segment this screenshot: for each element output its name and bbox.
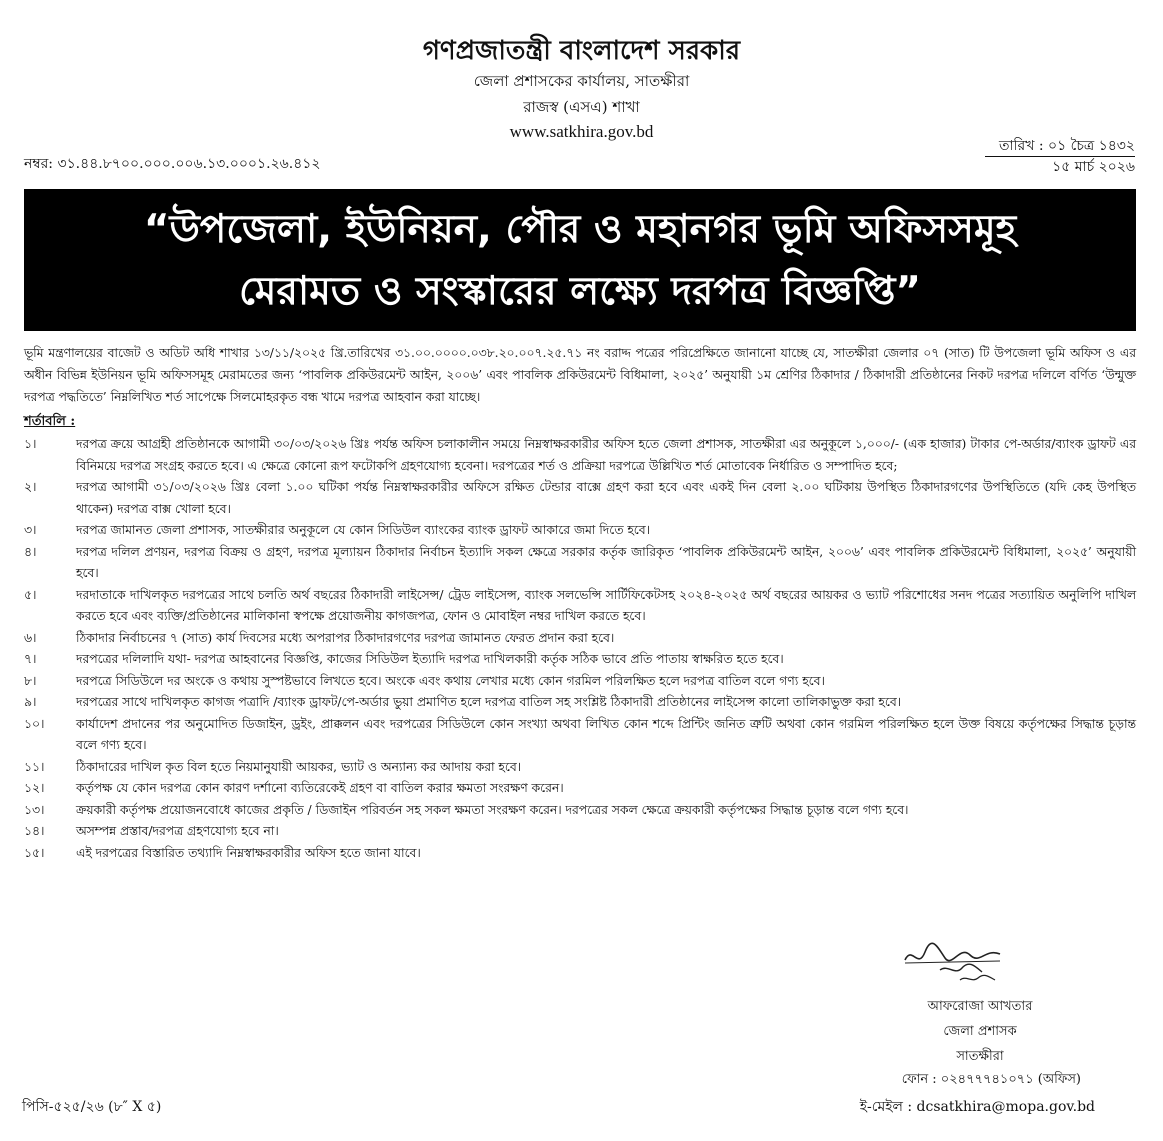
conditions-heading: শর্তাবলি : [24,414,76,429]
condition-item: ৩। দরপত্র জামানত জেলা প্রশাসক, সাতক্ষীরার অনুকূলে যে কোন সিডিউল ব্যাংকের ব্যাংক ড্রাফট আকারে জমা দিতে হবে। [24,523,650,537]
condition-item: ১১। ঠিকাদারের দাখিল কৃত বিল হতে নিয়মানুযায়ী আয়কর, ভ্যাট ও অন্যান্য কর আদায় করা হবে। [24,759,522,774]
intro-paragraph: ভূমি মন্ত্রণালয়ের বাজেট ও অডিট অধি শাখার ১৩/১১/২০২৫ খ্রি.তারিখের ৩১.০০.০০০০.০৩৮.২০.০০৭.২৫.৭১ নং বরাদ্দ পত্রের পরিপ্রেক্ষিতে জানানো যাচ্ছে যে, সাতক্ষীরা জেলার ০৭ (সাত) টি উপজেলা ভূমি অফিস ও এর অধীন বিভিন্ন ইউনিয়ন ভূমি অফিসসমূহ মেরামতের জন্য ‘পাবলিক প্রকিউরমেন্ট আইন, ২০০৬’ এবং পাবলিক প্রকিউরমেন্ট বিধিমালা, ২০২৫’ অনুযায়ী ১ম শ্রেণির ঠিকাদার / ঠিকাদারী প্রতিষ্ঠানের নিকট দরপত্র দলিলে বর্ণিত ‘উন্মুক্ত দরপত্র পদ্ধতিতে’ নিম্নলিখিত শর্ত সাপেক্ষে সিলমোহরকৃত বন্ধ খামে দরপত্র আহবান করা যাচ্ছে। [24,346,1137,404]
banner-line-1: “উপজেলা, ইউনিয়ন, পৌর ও মহানগর ভূমি অফিসসমূহ [143,207,1017,252]
website-link[interactable]: www.satkhira.gov.bd [509,122,654,141]
condition-item: ৯। দরপত্রের সাথে দাখিলকৃত কাগজ পত্রাদি /ব্যাংক ড্রাফট/পে-অর্ডার ভুয়া প্রমাণিত হলে দরপত্র বাতিল সহ সংশ্লিষ্ট ঠিকাদারী প্রতিষ্ঠানের লাইসেন্স কালো তালিকাভুক্ত করা হবে। [24,695,902,709]
condition-item: ১৩। ক্রয়কারী কর্তৃপক্ষ প্রয়োজনবোধে কাজের প্রকৃতি / ডিজাইন পরিবর্তন সহ সকল ক্ষমতা সংরক্ষণ করেন। দরপত্রের সকল ক্ষেত্রে ক্রয়কারী কর্তৃপক্ষের সিদ্ধান্ত চূড়ান্ত বলে গণ্য হবে। [24,802,909,817]
condition-item: ১। দরপত্র ক্রয়ে আগ্রহী প্রতিষ্ঠানকে আগামী ৩০/০৩/২০২৬ খ্রিঃ পর্যন্ত অফিস চলাকালীন সময়ে নিম্নস্বাক্ষরকারীর অফিস হতে জেলা প্রশাসক, সাতক্ষীরা এর অনুকূলে ১,০০০/- (এক হাজার) টাকার পে-অর্ডার/ব্যাংক ড্রাফট এর বিনিময়ে দরপত্র সংগ্রহ করতে হবে। এ ক্ষেত্রে কোনো রূপ ফটোকপি গ্রহণযোগ্য হবেনা। দরপত্রের শর্ত ও প্রক্রিয়া দরপত্রে উল্লিখিত শর্ত মোতাবেক নির্ধারিত ও সম্পাদিত হবে; [24,437,1136,473]
signatory-district: সাতক্ষীরা [956,1049,1004,1064]
condition-item: ৬। ঠিকাদার নির্বাচনের ৭ (সাত) কার্য দিবসের মধ্যে অপরাপর ঠিকাদারগণের দরপত্র জামানত ফেরত প্রদান করা হবে। [24,630,615,645]
condition-item: ১৪। অসম্পন্ন প্রস্তাব/দরপত্র গ্রহণযোগ্য হবে না। [24,824,279,838]
government-title: গণপ্রজাতন্ত্রী বাংলাদেশ সরকার [422,36,741,66]
condition-item: ১২। কর্তৃপক্ষ যে কোন দরপত্র কোন কারণ দর্শানো ব্যতিরেকেই গ্রহণ বা বাতিল করার ক্ষমতা সংরক্ষণ করেন। [24,781,564,795]
notice-title-banner [24,189,1136,331]
signatory-title: জেলা প্রশাসক [943,1024,1017,1039]
condition-item: ১৫। এই দরপত্রের বিস্তারিত তথ্যাদি নিম্নস্বাক্ষরকারীর অফিস হতে জানা যাবে। [24,845,421,860]
conditions-list [24,434,1136,864]
condition-item: ১০। কার্যাদেশ প্রদানের পর অনুমোদিত ডিজাইন, ড্রইং, প্রাক্কলন এবং দরপত্রের সিডিউলে কোন সংখ্যা অথবা লিখিত কোন শব্দে প্রিন্টিং জনিত ত্রুটি অথবা কোন গরমিল পরিলক্ষিত হলে উক্ত বিষয়ে কর্তৃপক্ষের সিদ্ধান্ত চূড়ান্ত বলে গণ্য হবে। [24,716,1136,752]
date-english: ১৫ মার্চ ২০২৬ [1052,159,1135,175]
banner-line-2: মেরামত ও সংস্কারের লক্ষ্যে দরপত্র বিজ্ঞপ্তি” [238,269,922,314]
signature-image [900,940,1010,985]
condition-item: ৪। দরপত্র দলিল প্রণয়ন, দরপত্র বিক্রয় ও গ্রহণ, দরপত্র মূল্যায়ন ঠিকাদার নির্বাচন ইত্যাদি সকল ক্ষেত্রে সরকার কর্তৃক জারিকৃত ‘পাবলিক প্রকিউরমেন্ট আইন, ২০০৬’ এবং পাবলিক প্রকিউরমেন্ট বিধিমালা, ২০২৫’ অনুযায়ী হবে। [24,544,1136,580]
condition-item: ৫। দরদাতাকে দাখিলকৃত দরপত্রের সাথে চলতি অর্থ বছরের ঠিকাদারী লাইসেন্স/ ট্রেড লাইসেন্স, ব্যাংক সলভেন্সি সার্টিফিকেটসহ ২০২৪-২০২৫ অর্থ বছরের আয়কর ও ভ্যাট পরিশোধের সনদ পত্রের সত্যায়িত অনুলিপি দাখিল করতে হবে এবং ব্যক্তি/প্রতিষ্ঠানের মালিকানা স্বপক্ষে প্রয়োজনীয় কাগজপত্র, ফোন ও মোবাইল নম্বর দাখিল করতে হবে। [24,587,1136,623]
office-email[interactable]: ই-মেইল : dcsatkhira@mopa.gov.bd [859,1099,1095,1115]
memo-number: নম্বর: ৩১.৪৪.৮৭০০.০০০.০০৬.১৩.০০০১.২৬.৪১২ [24,156,321,172]
date-bangla: তারিখ : ০১ চৈত্র ১৪৩২ [998,138,1135,154]
pc-code: পিসি-৫২৫/২৬ (৮″ X ৫) [22,1099,162,1115]
signatory-block [880,994,1080,1069]
office-phone: ফোন : ০২৪৭৭৭৪১০৭১ (অফিস) [901,1072,1081,1087]
office-name: জেলা প্রশাসকের কার্যালয়, সাতক্ষীরা [473,72,690,90]
condition-item: ৭। দরপত্রের দলিলাদি যথা- দরপত্র আহবানের বিজ্ঞপ্তি, কাজের সিডিউল ইত্যাদি দরপত্র দাখিলকারী কর্তৃক সঠিক ভাবে প্রতি পাতায় স্বাক্ষরিত হতে হবে। [24,652,784,666]
condition-item: ৮। দরপত্রে সিডিউলে দর অংকে ও কথায় সুস্পষ্টভাবে লিখতে হবে। অংকে এবং কথায় লেখার মধ্যে কোন গরমিল পরিলক্ষিত হলে দরপত্র বাতিল বলে গণ্য হবে। [24,673,825,688]
date-box [985,136,1135,177]
signatory-name: আফরোজা আখতার [927,999,1033,1014]
condition-item: ২। দরপত্র আগামী ৩১/০৩/২০২৬ খ্রিঃ বেলা ১.০০ ঘটিকা পর্যন্ত নিম্নস্বাক্ষরকারীর অফিসে রক্ষিত টেন্ডার বাক্সে গ্রহণ করা হবে এবং একই দিন বেলা ২.০০ ঘটিকায় উপস্থিত ঠিকাদারগণের উপস্থিতিতে (যদি কেহ উপস্থিত থাকেন) দরপত্র বাক্স খোলা হবে। [24,480,1136,516]
branch-name: রাজস্ব (এসএ) শাখা [523,98,640,116]
